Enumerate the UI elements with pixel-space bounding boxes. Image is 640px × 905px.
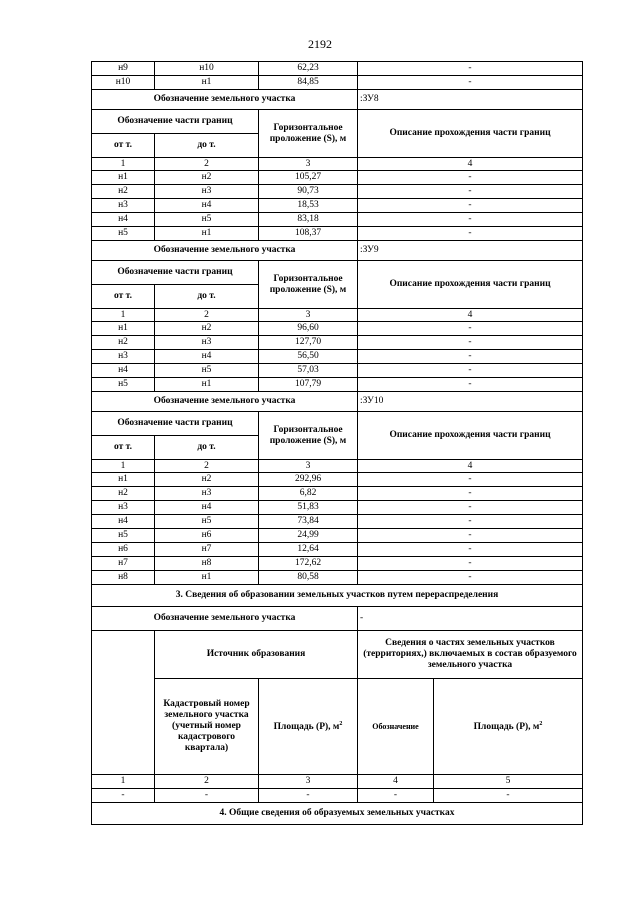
- area-label: Площадь (Р), м: [473, 722, 540, 733]
- to-point-cell: н10: [155, 62, 259, 76]
- to-header: до т.: [155, 436, 259, 460]
- section3-title: 3. Сведения об образовании земельных участков путем перераспределения: [92, 585, 583, 607]
- horizontal-header: Горизонтальное проложение (S), м: [259, 412, 358, 460]
- to-point-cell: н2: [155, 322, 259, 336]
- from-header: от т.: [92, 436, 155, 460]
- to-point-cell: н2: [155, 473, 259, 487]
- length-cell: 73,84: [259, 515, 358, 529]
- column-number: 3: [259, 460, 358, 473]
- length-cell: 24,99: [259, 529, 358, 543]
- column-number: 1: [92, 309, 155, 322]
- boundary-table-body: [92, 62, 583, 825]
- length-cell: 292,96: [259, 473, 358, 487]
- length-cell: 56,50: [259, 350, 358, 364]
- description-cell: -: [358, 378, 583, 392]
- parcel-designation-row: [92, 90, 583, 110]
- parcel-id: :ЗУ10: [358, 392, 583, 412]
- column-number-row: [92, 309, 583, 322]
- length-cell: 107,79: [259, 378, 358, 392]
- parcel-designation-label: Обозначение земельного участка: [92, 90, 358, 110]
- length-cell: 83,18: [259, 213, 358, 227]
- column-number: 1: [92, 460, 155, 473]
- length-cell: 51,83: [259, 501, 358, 515]
- from-point-cell: н1: [92, 171, 155, 185]
- length-cell: 12,64: [259, 543, 358, 557]
- description-cell: -: [358, 529, 583, 543]
- parcel-designation-label: Обозначение земельного участка: [92, 241, 358, 261]
- from-point-cell: н7: [92, 557, 155, 571]
- boundary-table: [91, 61, 583, 825]
- description-cell: -: [358, 350, 583, 364]
- table-row: [92, 62, 583, 76]
- column-number: 4: [358, 775, 434, 789]
- table-row: [92, 501, 583, 515]
- column-number: 3: [259, 775, 358, 789]
- area-unit-exponent: 2: [539, 721, 543, 728]
- to-point-cell: н3: [155, 487, 259, 501]
- column-number: 2: [155, 158, 259, 171]
- from-header: от т.: [92, 134, 155, 158]
- description-header: Описание прохождения части границ: [358, 110, 583, 158]
- table-row: [92, 76, 583, 90]
- header-row: [92, 631, 583, 679]
- blank-cell: [92, 631, 155, 775]
- description-cell: -: [358, 515, 583, 529]
- from-point-cell: н2: [92, 487, 155, 501]
- from-point-cell: н4: [92, 515, 155, 529]
- column-number: 2: [155, 309, 259, 322]
- table-row: [92, 557, 583, 571]
- from-point-cell: н1: [92, 322, 155, 336]
- column-number: 1: [92, 158, 155, 171]
- table-row: [92, 350, 583, 364]
- from-point-cell: н2: [92, 336, 155, 350]
- column-number: 4: [358, 309, 583, 322]
- area-unit-exponent: 2: [339, 721, 343, 728]
- header-row: [92, 261, 583, 285]
- table-row: [92, 789, 583, 803]
- to-point-cell: н6: [155, 529, 259, 543]
- table-row: [92, 378, 583, 392]
- column-number: 3: [259, 158, 358, 171]
- to-point-cell: н5: [155, 213, 259, 227]
- from-point-cell: н6: [92, 543, 155, 557]
- from-point-cell: н4: [92, 213, 155, 227]
- column-number: 2: [155, 460, 259, 473]
- length-cell: 127,70: [259, 336, 358, 350]
- table-row: [92, 213, 583, 227]
- to-point-cell: н8: [155, 557, 259, 571]
- to-point-cell: н1: [155, 76, 259, 90]
- from-point-cell: н4: [92, 364, 155, 378]
- empty-value-cell: -: [358, 789, 434, 803]
- description-cell: -: [358, 473, 583, 487]
- from-point-cell: н5: [92, 529, 155, 543]
- table-row: [92, 515, 583, 529]
- empty-value-cell: -: [259, 789, 358, 803]
- to-point-cell: н1: [155, 227, 259, 241]
- from-point-cell: н3: [92, 501, 155, 515]
- parcel-designation-row: [92, 607, 583, 631]
- description-cell: -: [358, 487, 583, 501]
- table-row: [92, 322, 583, 336]
- length-cell: 80,58: [259, 571, 358, 585]
- table-row: [92, 227, 583, 241]
- table-row: [92, 364, 583, 378]
- table-row: [92, 171, 583, 185]
- column-number: 3: [259, 309, 358, 322]
- parcel-id: :ЗУ8: [358, 90, 583, 110]
- description-cell: -: [358, 76, 583, 90]
- description-cell: -: [358, 571, 583, 585]
- length-cell: 108,37: [259, 227, 358, 241]
- from-point-cell: н3: [92, 199, 155, 213]
- column-number-row: [92, 460, 583, 473]
- column-number-row: [92, 775, 583, 789]
- length-cell: 105,27: [259, 171, 358, 185]
- section4-title: 4. Общие сведения об образуемых земельных участках: [92, 803, 583, 825]
- to-header: до т.: [155, 285, 259, 309]
- section-title-row: [92, 803, 583, 825]
- description-cell: -: [358, 185, 583, 199]
- length-cell: 84,85: [259, 76, 358, 90]
- source-header: Источник образования: [155, 631, 358, 679]
- table-row: [92, 529, 583, 543]
- boundary-parts-header: Обозначение части границ: [92, 261, 259, 285]
- from-point-cell: н9: [92, 62, 155, 76]
- area-header: [259, 679, 358, 775]
- to-point-cell: н1: [155, 378, 259, 392]
- to-point-cell: н4: [155, 199, 259, 213]
- empty-value-cell: -: [434, 789, 583, 803]
- length-cell: 6,82: [259, 487, 358, 501]
- area-header: [434, 679, 583, 775]
- to-point-cell: н3: [155, 336, 259, 350]
- horizontal-header: Горизонтальное проложение (S), м: [259, 261, 358, 309]
- header-row: [92, 412, 583, 436]
- from-point-cell: н3: [92, 350, 155, 364]
- description-cell: -: [358, 322, 583, 336]
- to-point-cell: н5: [155, 364, 259, 378]
- empty-value-cell: -: [92, 789, 155, 803]
- column-number: 4: [358, 158, 583, 171]
- to-point-cell: н3: [155, 185, 259, 199]
- description-cell: -: [358, 227, 583, 241]
- table-row: [92, 473, 583, 487]
- header-row: [92, 110, 583, 134]
- boundary-parts-header: Обозначение части границ: [92, 110, 259, 134]
- description-cell: -: [358, 213, 583, 227]
- to-point-cell: н7: [155, 543, 259, 557]
- area-label: Площадь (Р), м: [273, 722, 340, 733]
- horizontal-header: Горизонтальное проложение (S), м: [259, 110, 358, 158]
- description-cell: -: [358, 543, 583, 557]
- column-number: 2: [155, 775, 259, 789]
- from-point-cell: н5: [92, 378, 155, 392]
- parcel-designation-row: [92, 392, 583, 412]
- parts-info-header: Сведения о частях земельных участков (территориях,) включаемых в состав образуемого земельного участка: [358, 631, 583, 679]
- to-point-cell: н5: [155, 515, 259, 529]
- length-cell: 90,73: [259, 185, 358, 199]
- description-cell: -: [358, 364, 583, 378]
- parcel-designation-label: Обозначение земельного участка: [92, 607, 358, 631]
- section-title-row: [92, 585, 583, 607]
- to-point-cell: н2: [155, 171, 259, 185]
- boundary-parts-header: Обозначение части границ: [92, 412, 259, 436]
- table-row: [92, 543, 583, 557]
- to-header: до т.: [155, 134, 259, 158]
- length-cell: 18,53: [259, 199, 358, 213]
- table-row: [92, 199, 583, 213]
- from-point-cell: н5: [92, 227, 155, 241]
- page-number: 2192: [308, 37, 332, 51]
- column-number: 4: [358, 460, 583, 473]
- column-number-row: [92, 158, 583, 171]
- from-point-cell: н10: [92, 76, 155, 90]
- table-row: [92, 336, 583, 350]
- parcel-designation-row: [92, 241, 583, 261]
- description-cell: -: [358, 171, 583, 185]
- designation-header: Обозначение: [358, 679, 434, 775]
- description-cell: -: [358, 62, 583, 76]
- description-header: Описание прохождения части границ: [358, 412, 583, 460]
- description-cell: -: [358, 336, 583, 350]
- table-row: [92, 185, 583, 199]
- from-header: от т.: [92, 285, 155, 309]
- from-point-cell: н1: [92, 473, 155, 487]
- description-header: Описание прохождения части границ: [358, 261, 583, 309]
- to-point-cell: н4: [155, 501, 259, 515]
- to-point-cell: н1: [155, 571, 259, 585]
- column-number: 5: [434, 775, 583, 789]
- description-cell: -: [358, 199, 583, 213]
- parcel-designation-label: Обозначение земельного участка: [92, 392, 358, 412]
- length-cell: 96,60: [259, 322, 358, 336]
- table-row: [92, 571, 583, 585]
- to-point-cell: н4: [155, 350, 259, 364]
- from-point-cell: н2: [92, 185, 155, 199]
- length-cell: 57,03: [259, 364, 358, 378]
- table-row: [92, 487, 583, 501]
- cadastral-header: Кадастровый номер земельного участка (учетный номер кадастрового квартала): [155, 679, 259, 775]
- header-row: [92, 679, 583, 775]
- empty-value-cell: -: [155, 789, 259, 803]
- length-cell: 62,23: [259, 62, 358, 76]
- parcel-id: -: [358, 607, 583, 631]
- parcel-id: :ЗУ9: [358, 241, 583, 261]
- from-point-cell: н8: [92, 571, 155, 585]
- description-cell: -: [358, 501, 583, 515]
- description-cell: -: [358, 557, 583, 571]
- column-number: 1: [92, 775, 155, 789]
- length-cell: 172,62: [259, 557, 358, 571]
